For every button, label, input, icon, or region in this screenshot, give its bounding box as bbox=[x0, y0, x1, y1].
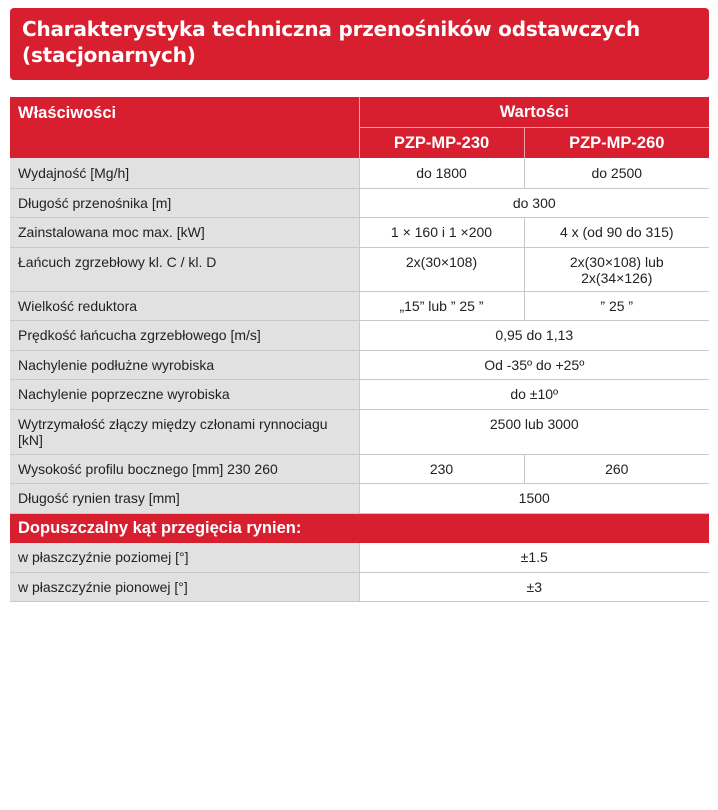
row-value: Od -35º do +25º bbox=[359, 350, 709, 379]
row-value: 2500 lub 3000 bbox=[359, 409, 709, 454]
row-value: 0,95 do 1,13 bbox=[359, 320, 709, 350]
row-label: Długość przenośnika [m] bbox=[10, 188, 359, 217]
title-banner bbox=[10, 8, 709, 80]
table-row bbox=[10, 483, 709, 513]
row-value: do 300 bbox=[359, 188, 709, 217]
row-value: 230 bbox=[359, 454, 524, 483]
row-label: w płaszczyźnie pionowej [°] bbox=[10, 572, 359, 601]
table-row bbox=[10, 217, 709, 247]
row-value: 2x(30×108) lub 2x(34×126) bbox=[524, 247, 709, 291]
row-label: Prędkość łańcucha zgrzebłowego [m/s] bbox=[10, 320, 359, 350]
row-value: ±1.5 bbox=[359, 543, 709, 572]
row-value: 1500 bbox=[359, 483, 709, 513]
row-value: 2x(30×108) bbox=[359, 247, 524, 291]
row-label: Nachylenie podłużne wyrobiska bbox=[10, 350, 359, 379]
row-label: Wydajność [Mg/h] bbox=[10, 158, 359, 188]
row-label: Nachylenie poprzeczne wyrobiska bbox=[10, 379, 359, 409]
row-value: do ±10º bbox=[359, 379, 709, 409]
row-label: w płaszczyźnie poziomej [°] bbox=[10, 543, 359, 572]
row-label: Wytrzymałość złączy między członami rynnociagu [kN] bbox=[10, 409, 359, 454]
page-title: Charakterystyka techniczna przenośników odstawczych (stacjonarnych) bbox=[22, 17, 641, 67]
table-row bbox=[10, 320, 709, 350]
section-header-row bbox=[10, 513, 709, 543]
row-label: Wysokość profilu bocznego [mm] 230 260 bbox=[10, 454, 359, 483]
table-row bbox=[10, 409, 709, 454]
row-value: do 1800 bbox=[359, 158, 524, 188]
row-value: ±3 bbox=[359, 572, 709, 601]
row-value: 4 x (od 90 do 315) bbox=[524, 217, 709, 247]
row-value: 1 × 160 i 1 ×200 bbox=[359, 217, 524, 247]
table-row bbox=[10, 454, 709, 483]
table-row bbox=[10, 350, 709, 379]
row-value: ” 25 ” bbox=[524, 291, 709, 320]
header-model-260: PZP-MP-260 bbox=[524, 127, 709, 158]
table-row bbox=[10, 188, 709, 217]
table-row bbox=[10, 572, 709, 601]
spec-table bbox=[10, 97, 709, 602]
table-row bbox=[10, 379, 709, 409]
row-label: Łańcuch zgrzebłowy kl. C / kl. D bbox=[10, 247, 359, 291]
row-label: Długość rynien trasy [mm] bbox=[10, 483, 359, 513]
table-row bbox=[10, 543, 709, 572]
row-value: do 2500 bbox=[524, 158, 709, 188]
table-row bbox=[10, 291, 709, 320]
table-row bbox=[10, 247, 709, 291]
table-row bbox=[10, 158, 709, 188]
row-label: Wielkość reduktora bbox=[10, 291, 359, 320]
row-value: 260 bbox=[524, 454, 709, 483]
header-properties: Właściwości bbox=[10, 97, 359, 158]
header-values: Wartości bbox=[359, 97, 709, 127]
row-value: „15” lub ” 25 ” bbox=[359, 291, 524, 320]
header-model-230: PZP-MP-230 bbox=[359, 127, 524, 158]
row-label: Zainstalowana moc max. [kW] bbox=[10, 217, 359, 247]
section-title: Dopuszczalny kąt przegięcia rynien: bbox=[10, 513, 709, 543]
